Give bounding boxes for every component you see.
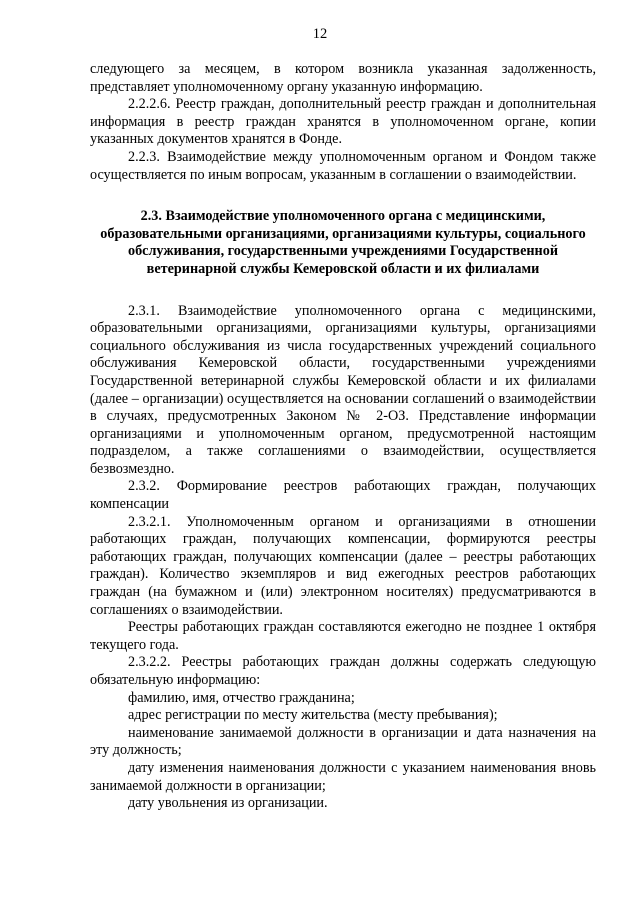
paragraph: 2.3.2.1. Уполномоченным органом и организациями в отношении работающих граждан, получающих компенсации, формируются реестры работающих граждан, получающих компенсации (далее – реестры работающих граждан). Количество экземпляров и вид ежегодных реестров работающих граждан (на бумажном и (или) электронном носителях) предусматриваются в соглашениях о взаимодействии.	[90, 513, 596, 618]
paragraph: дату изменения наименования должности с указанием наименования вновь занимаемой должности в организации;	[90, 759, 596, 794]
paragraph: фамилию, имя, отчество гражданина;	[128, 689, 355, 706]
paragraph: 2.2.2.6. Реестр граждан, дополнительный реестр граждан и дополнительная информация в реестр граждан хранятся в уполномоченном органе, копии указанных документов хранятся в Фонде.	[90, 96, 596, 148]
heading-line: ветеринарной службы Кемеровской области и их филиалами	[146, 260, 540, 277]
paragraph: 2.3.1. Взаимодействие уполномоченного органа с медицинскими, образовательными организациями, организациями культуры, организациями социального обслуживания из числа государственных учреждений социального обслуживания Кемеровской области, государственными учреждениями Государственной ветеринарной службы Кемеровской области и их филиалами (далее – организации) осуществляется на основании соглашений о взаимодействии в случаях, предусмотренных Законом № 2-ОЗ. Представление информации организациями и уполномоченным органом, предусмотренной настоящим подразделом, а также соглашениями о взаимодействии, осуществляется безвозмездно.	[90, 302, 596, 477]
section-2-2-continuation	[90, 61, 596, 184]
paragraph: дату увольнения из организации.	[128, 795, 328, 812]
heading-line: образовательными организациями, организациями культуры, социального	[100, 225, 586, 242]
page-number: 12	[312, 26, 328, 42]
paragraph: Реестры работающих граждан составляются ежегодно не позднее 1 октября текущего года.	[90, 619, 596, 653]
paragraph: наименование занимаемой должности в организации и дата назначения на эту должность;	[90, 724, 596, 759]
paragraph: адрес регистрации по месту жительства (месту пребывания);	[128, 707, 498, 724]
document-body	[90, 61, 596, 813]
paragraph: следующего за месяцем, в котором возникла указанная задолженность, представляет уполномоченному органу указанную информацию.	[90, 61, 596, 95]
heading-line: 2.3. Взаимодействие уполномоченного органа с медицинскими,	[140, 208, 546, 225]
paragraph: 2.3.2.2. Реестры работающих граждан должны содержать следующую обязательную информацию:	[90, 654, 596, 688]
paragraph: 2.3.2. Формирование реестров работающих граждан, получающих компенсации	[90, 478, 596, 513]
heading-line: обслуживания, государственными учреждениями Государственной	[127, 243, 558, 260]
spacer	[90, 279, 596, 303]
section-2-3-body	[90, 303, 596, 813]
spacer	[90, 184, 596, 208]
section-heading-2-3	[90, 208, 596, 278]
paragraph: 2.2.3. Взаимодействие между уполномоченным органом и Фондом также осуществляется по иным вопросам, указанным в соглашении о взаимодействии.	[90, 148, 596, 183]
